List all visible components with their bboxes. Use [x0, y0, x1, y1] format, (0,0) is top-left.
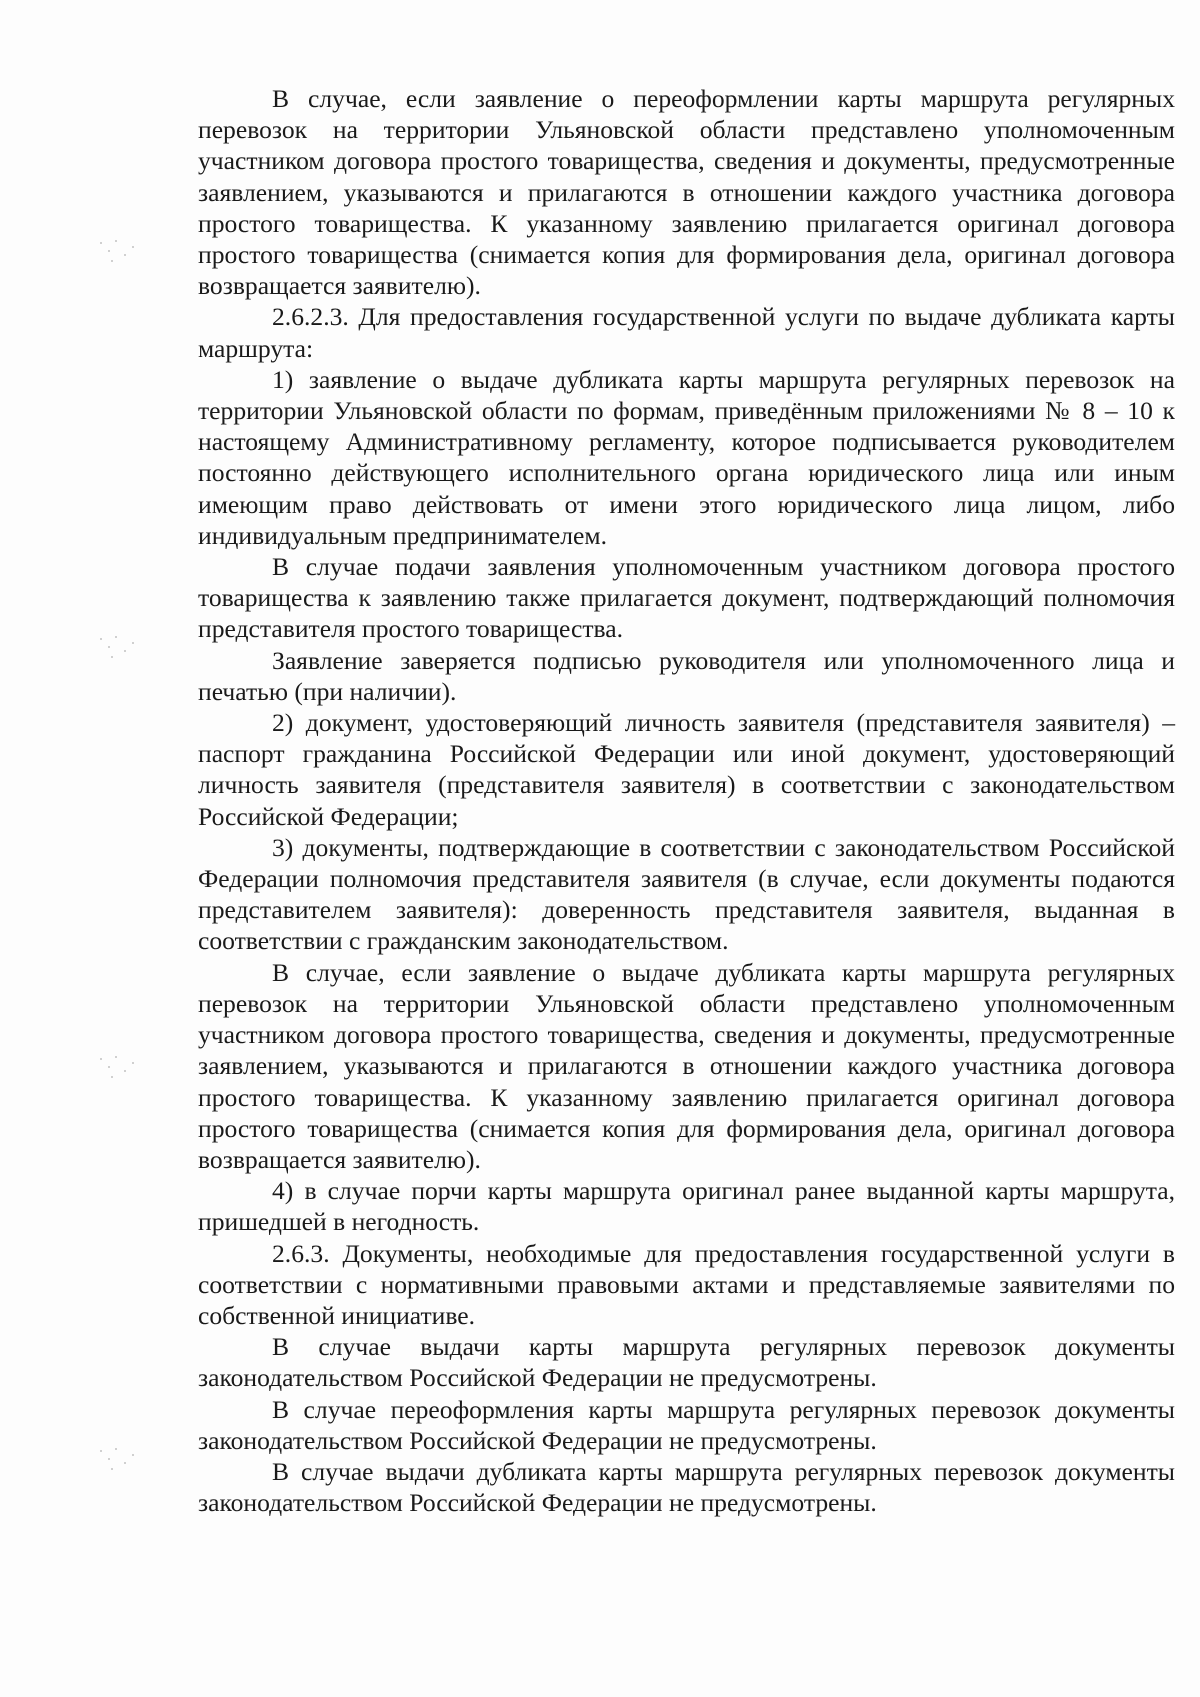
paragraph: В случае переоформления карты маршрута регулярных перевозок документы законодательством Российской Федерации не предусмотрены. — [198, 1394, 1175, 1455]
paragraph: 2.6.3. Документы, необходимые для предоставления государственной услуги в соответствии с нормативными правовыми актами и представляемые заявителями по собственной инициативе. — [198, 1238, 1175, 1330]
paragraph: В случае подачи заявления уполномоченным участником договора простого товарищества к заявлению также прилагается документ, подтверждающий полномочия представителя простого товарищества. — [198, 552, 1175, 644]
scan-artifact — [80, 1048, 190, 1108]
paragraph: 3) документы, подтверждающие в соответствии с законодательством Российской Федерации полномочия представителя заявителя (в случае, если документы подаются представителем заявителя): доверенность представителя заявителя, выданная в соответствии с гражданским законодательством. — [198, 832, 1175, 956]
document-body — [198, 83, 1175, 1518]
paragraph: Заявление заверяется подписью руководителя или уполномоченного лица и печатью (при наличии). — [198, 645, 1175, 706]
paragraph: В случае выдачи карты маршрута регулярных перевозок документы законодательством Российской Федерации не предусмотрены. — [198, 1332, 1175, 1393]
paragraph: 1) заявление о выдаче дубликата карты маршрута регулярных перевозок на территории Ульяновской области по формам, приведённым приложениями № 8 – 10 к настоящему Административному регламенту, которое подписывается руководителем постоянно действующего исполнительного органа юридического лица или иным имеющим право действовать от имени этого юридического лица лицом, либо индивидуальным предпринимателем. — [198, 364, 1175, 550]
scan-artifact — [80, 232, 190, 292]
paragraph: В случае, если заявление о выдаче дубликата карты маршрута регулярных перевозок на территории Ульяновской области представлено уполномоченным участником договора простого товарищества, сведения и документы, предусмотренные заявлением, указываются и прилагаются в отношении каждого участника договора простого товарищества. К указанному заявлению прилагается оригинал договора простого товарищества (снимается копия для формирования дела, оригинал договора возвращается заявителю). — [198, 957, 1175, 1174]
paragraph: 4) в случае порчи карты маршрута оригинал ранее выданной карты маршрута, пришедшей в негодность. — [198, 1176, 1175, 1237]
paragraph: В случае, если заявление о переоформлении карты маршрута регулярных перевозок на территории Ульяновской области представлено уполномоченным участником договора простого товарищества, сведения и документы, предусмотренные заявлением, указываются и прилагаются в отношении каждого участника договора простого товарищества. К указанному заявлению прилагается оригинал договора простого товарищества (снимается копия для формирования дела, оригинал договора возвращается заявителю). — [198, 84, 1175, 301]
paragraph: В случае выдачи дубликата карты маршрута регулярных перевозок документы законодательством Российской Федерации не предусмотрены. — [198, 1456, 1175, 1518]
paragraph: 2) документ, удостоверяющий личность заявителя (представителя заявителя) – паспорт гражданина Российской Федерации или иной документ, удостоверяющий личность заявителя (представителя заявителя) в соответствии с законодательством Российской Федерации; — [198, 708, 1175, 831]
scan-artifact — [80, 628, 190, 688]
paragraph: 2.6.2.3. Для предоставления государственной услуги по выдаче дубликата карты маршрута: — [198, 302, 1175, 363]
scan-artifact — [80, 1440, 190, 1500]
